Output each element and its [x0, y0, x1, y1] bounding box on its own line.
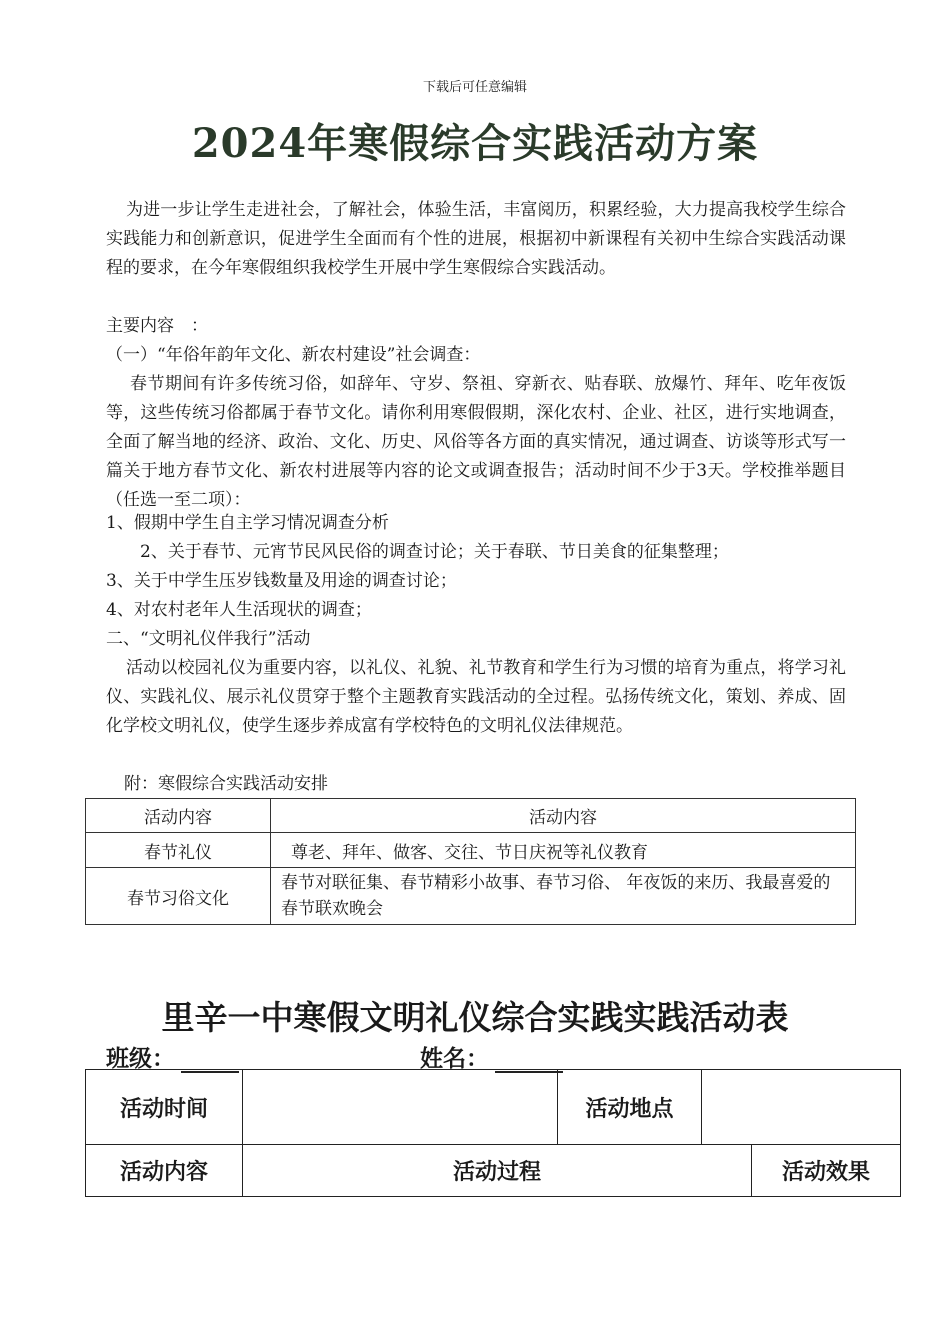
- section1-title: （一）“年俗年韵年文化、新农村建设”社会调查：: [106, 345, 481, 365]
- section2-title: 二、“文明礼仪伴我行”活动: [106, 629, 311, 649]
- table-cell: 尊老、拜年、做客、交往、节日庆祝等礼仪教育: [271, 833, 856, 868]
- content-label-cell: 活动内容: [86, 1145, 243, 1197]
- intro-paragraph: 为进一步让学生走进社会，了解社会，体验生活，丰富阅历，积累经验，大力提高我校学生综合实践能力和创新意识，促进学生全面而有个性的进展，根据初中新课程有关初中生综合实践活动课程的要求，在今年寒假组织我校学生开展中学生寒假综合实践活动。: [106, 200, 846, 278]
- activity-plan-table: [85, 798, 856, 925]
- table-row: [86, 1070, 901, 1145]
- table-row: [86, 868, 856, 925]
- topic-2: 2、关于春节、元宵节民风民俗的调查讨论；关于春联、节日美食的征集整理；: [140, 542, 729, 562]
- table-header-cell: 活动内容: [271, 799, 856, 833]
- time-label-cell: 活动时间: [86, 1070, 243, 1145]
- name-label: 姓名：: [420, 1046, 489, 1072]
- activity-form-table: [85, 1069, 901, 1145]
- time-value-cell[interactable]: [243, 1070, 558, 1145]
- appendix-label: 附：寒假综合实践活动安排: [124, 774, 328, 794]
- header-note: 下载后可任意编辑: [422, 80, 527, 95]
- activity-form-table-row2: [85, 1144, 901, 1197]
- topic-1: 1、假期中学生自主学习情况调查分析: [106, 513, 389, 533]
- main-content-label: 主要内容 ：: [106, 316, 208, 336]
- process-label-cell: 活动过程: [243, 1145, 752, 1197]
- table-cell: 春节礼仪: [86, 833, 271, 868]
- place-value-cell[interactable]: [702, 1070, 901, 1145]
- place-label-cell: 活动地点: [558, 1070, 702, 1145]
- class-label: 班级：: [106, 1046, 175, 1072]
- table-row: [86, 1145, 901, 1197]
- table-row: [86, 833, 856, 868]
- table-cell: 春节对联征集、春节精彩小故事、春节习俗、 年夜饭的来历、我最喜爱的春节联欢晚会: [271, 868, 856, 925]
- table-header-cell: 活动内容: [86, 799, 271, 833]
- section2-body: 活动以校园礼仪为重要内容，以礼仪、礼貌、礼节教育和学生行为习惯的培育为重点，将学习礼仪、实践礼仪、展示礼仪贯穿于整个主题教育实践活动的全过程。弘扬传统文化，策划、养成、固化学校文明礼仪，使学生逐步养成富有学校特色的文明礼仪法律规范。: [106, 658, 846, 736]
- topic-4: 4、对农村老年人生活现状的调查；: [106, 600, 372, 620]
- effect-label-cell: 活动效果: [752, 1145, 901, 1197]
- table-row: [86, 799, 856, 833]
- page-title: 2024年寒假综合实践活动方案: [191, 120, 759, 167]
- section1-body: 春节期间有许多传统习俗，如辞年、守岁、祭祖、穿新衣、贴春联、放爆竹、拜年、吃年夜饭等，这些传统习俗都属于春节文化。请你利用寒假假期，深化农村、企业、社区，进行实地调查，全面了解当地的经济、政治、文化、历史、风俗等各方面的真实情况，通过调查、访谈等形式写一篇关于地方春节文化、新农村进展等内容的论文或调查报告；活动时间不少于3天。学校推举题目（任选一至二项）：: [106, 374, 846, 510]
- table-cell: 春节习俗文化: [86, 868, 271, 925]
- topic-3: 3、关于中学生压岁钱数量及用途的调查讨论；: [106, 571, 457, 591]
- form-title: 里辛一中寒假文明礼仪综合实践实践活动表: [161, 998, 789, 1037]
